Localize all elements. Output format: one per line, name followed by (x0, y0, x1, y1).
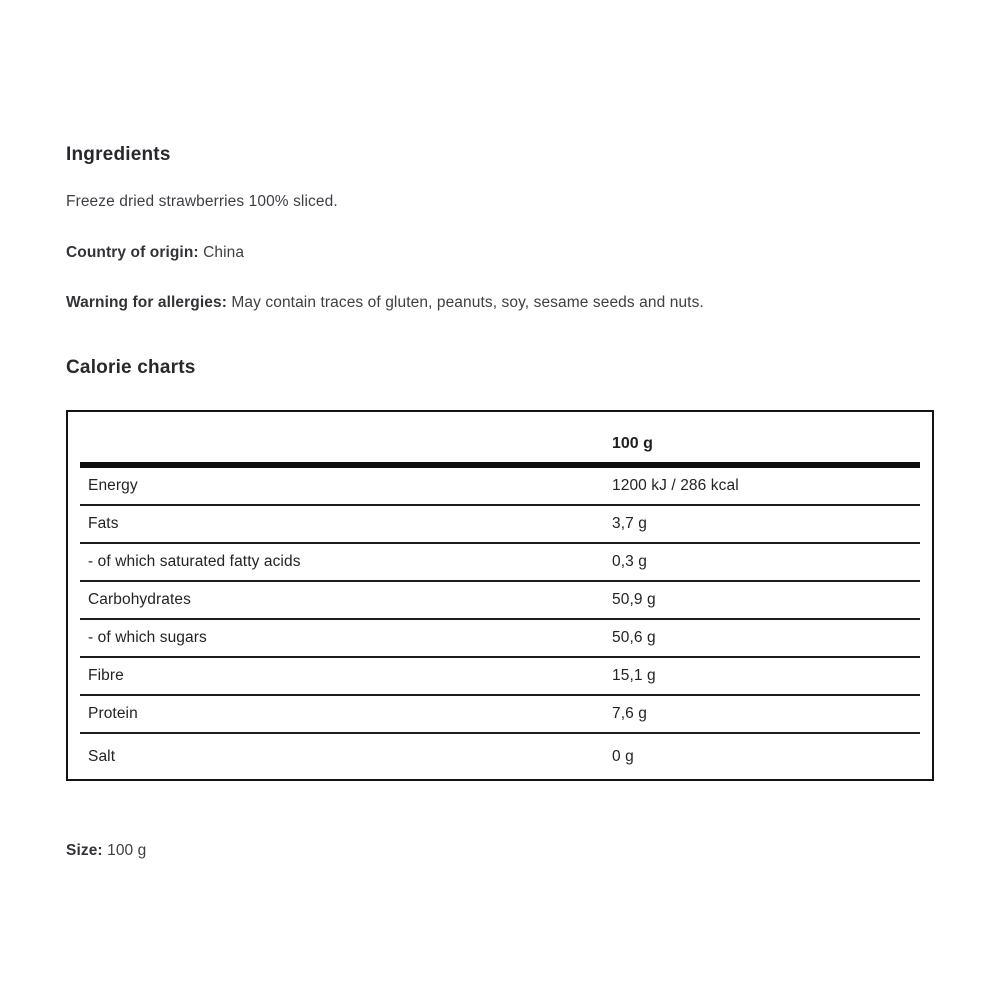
table-row-fats (80, 506, 920, 544)
allergy-warning-label: Warning for allergies: (66, 294, 227, 311)
size-label: Size: (66, 842, 103, 859)
row-label: Salt (88, 747, 116, 765)
ingredients-heading: Ingredients (66, 144, 171, 165)
table-row-salt (80, 734, 920, 779)
size-value: 100 g (107, 842, 147, 859)
table-row-saturated-fats (80, 544, 920, 582)
calorie-charts-heading: Calorie charts (66, 357, 196, 378)
row-value: 50,9 g (612, 591, 656, 608)
row-value: 3,7 g (612, 515, 647, 532)
table-row-protein (80, 696, 920, 734)
row-label: - of which sugars (88, 629, 207, 646)
allergy-warning-line (66, 294, 704, 312)
table-row-energy (80, 468, 920, 506)
nutrition-table-inner (68, 412, 932, 779)
row-label: Protein (88, 705, 138, 722)
nutrition-table-header-row (80, 412, 920, 462)
serving-size-column-header: 100 g (612, 435, 653, 452)
table-row-sugars (80, 620, 920, 658)
allergy-warning-value: May contain traces of gluten, peanuts, soy, sesame seeds and nuts. (231, 294, 704, 311)
row-label: Carbohydrates (88, 591, 191, 608)
country-of-origin-line (66, 244, 244, 262)
row-value: 15,1 g (612, 667, 656, 684)
row-value: 0,3 g (612, 553, 647, 570)
nutrition-facts-table (66, 410, 934, 781)
row-value: 1200 kJ / 286 kcal (612, 477, 739, 494)
row-label: Energy (88, 477, 138, 494)
row-label: - of which saturated fatty acids (88, 553, 301, 570)
country-of-origin-label: Country of origin: (66, 244, 199, 261)
row-label: Fibre (88, 667, 124, 684)
ingredients-description: Freeze dried strawberries 100% sliced. (66, 193, 338, 210)
row-value: 50,6 g (612, 629, 656, 646)
country-of-origin-value: China (203, 244, 245, 261)
row-value: 7,6 g (612, 705, 647, 722)
size-line (66, 842, 146, 860)
row-label: Fats (88, 515, 119, 532)
row-value: 0 g (612, 747, 634, 765)
table-row-fibre (80, 658, 920, 696)
table-row-carbohydrates (80, 582, 920, 620)
